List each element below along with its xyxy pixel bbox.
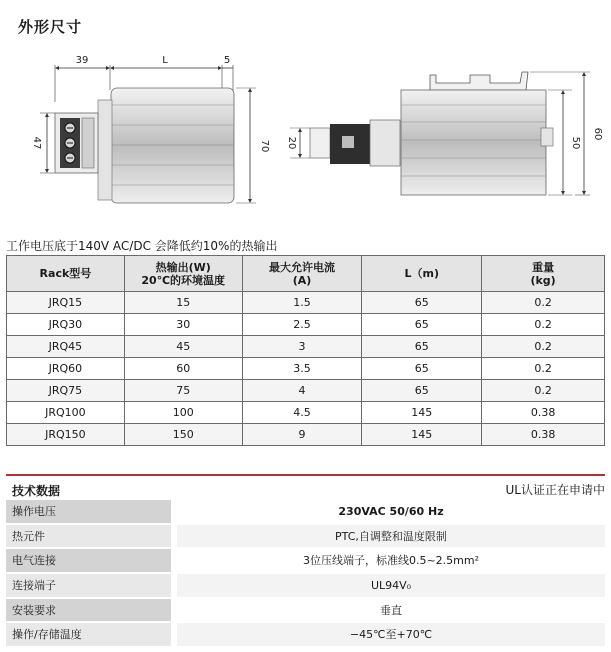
cell-length: 65 xyxy=(362,292,482,314)
header-length: L（m) xyxy=(362,256,482,292)
cell-length: 65 xyxy=(362,314,482,336)
tech-row-value: 垂直 xyxy=(177,599,605,624)
dim-l-label: L xyxy=(162,55,168,66)
tech-row-label: 操作/存储温度 xyxy=(6,623,171,648)
cell-max-current: 4.5 xyxy=(242,402,362,424)
tech-data-rows xyxy=(6,500,605,648)
cell-weight: 0.2 xyxy=(482,380,605,402)
header-max-current: 最大允许电流 (A) xyxy=(242,256,362,292)
tech-row xyxy=(6,574,605,599)
dim-20-label: 20 xyxy=(286,136,297,150)
tech-row-value: −45℃至+70℃ xyxy=(177,623,605,648)
cell-weight: 0.2 xyxy=(482,314,605,336)
tech-row xyxy=(6,599,605,624)
cell-weight: 0.2 xyxy=(482,292,605,314)
dim-60-label: 60 xyxy=(592,127,603,141)
voltage-note: 工作电压底于140V AC/DC 会降低约10%的热输出 xyxy=(6,239,278,253)
cell-max-current: 3.5 xyxy=(242,358,362,380)
cell-heat-output: 150 xyxy=(124,424,242,446)
cell-weight: 0.2 xyxy=(482,358,605,380)
tech-row-label: 连接端子 xyxy=(6,574,171,599)
dim-47-label: 47 xyxy=(31,136,42,150)
tech-row xyxy=(6,549,605,574)
cell-length: 65 xyxy=(362,380,482,402)
header-weight: 重量 (kg) xyxy=(482,256,605,292)
tech-row-label: 安装要求 xyxy=(6,599,171,624)
cell-length: 65 xyxy=(362,358,482,380)
dimension-drawing xyxy=(0,50,611,235)
table-row xyxy=(7,402,605,424)
tech-row-value: 230VAC 50/60 Hz xyxy=(177,500,605,525)
cell-max-current: 2.5 xyxy=(242,314,362,336)
dim-70-label: 70 xyxy=(259,139,270,153)
cell-model: JRQ15 xyxy=(7,292,125,314)
cell-weight: 0.2 xyxy=(482,336,605,358)
cell-heat-output: 45 xyxy=(124,336,242,358)
front-view xyxy=(31,55,270,203)
cell-heat-output: 15 xyxy=(124,292,242,314)
header-model: Rack型号 xyxy=(7,256,125,292)
tech-row xyxy=(6,623,605,648)
tech-data-title: 技术数据 xyxy=(12,484,61,498)
cell-heat-output: 30 xyxy=(124,314,242,336)
cell-model: JRQ75 xyxy=(7,380,125,402)
table-row xyxy=(7,336,605,358)
cell-model: JRQ150 xyxy=(7,424,125,446)
cell-max-current: 4 xyxy=(242,380,362,402)
header-heat-output: 热输出(W) 20℃的环境温度 xyxy=(124,256,242,292)
cell-max-current: 9 xyxy=(242,424,362,446)
cell-length: 145 xyxy=(362,402,482,424)
cell-heat-output: 100 xyxy=(124,402,242,424)
model-spec-table xyxy=(6,255,605,446)
cell-model: JRQ60 xyxy=(7,358,125,380)
cell-length: 145 xyxy=(362,424,482,446)
tech-row-value: UL94V₀ xyxy=(177,574,605,599)
tech-row-value: PTC,自调整和温度限制 xyxy=(177,525,605,550)
cell-weight: 0.38 xyxy=(482,424,605,446)
table-row xyxy=(7,358,605,380)
tech-row-label: 操作电压 xyxy=(6,500,171,525)
tech-data-section xyxy=(6,474,605,648)
cell-heat-output: 75 xyxy=(124,380,242,402)
table-row xyxy=(7,380,605,402)
tech-row xyxy=(6,500,605,525)
table-row xyxy=(7,314,605,336)
cell-length: 65 xyxy=(362,336,482,358)
section-title: 外形尺寸 xyxy=(18,18,83,36)
table-header-row xyxy=(7,256,605,292)
cell-model: JRQ30 xyxy=(7,314,125,336)
cell-heat-output: 60 xyxy=(124,358,242,380)
dim-50-label: 50 xyxy=(570,136,581,150)
dim-5-label: 5 xyxy=(223,55,231,66)
table-row xyxy=(7,292,605,314)
tech-row-label: 电气连接 xyxy=(6,549,171,574)
cell-weight: 0.38 xyxy=(482,402,605,424)
table-row xyxy=(7,424,605,446)
dim-39-label: 39 xyxy=(75,55,89,66)
tech-row xyxy=(6,525,605,550)
side-view xyxy=(286,72,603,195)
tech-row-value: 3位压线端子，标准线0.5~2.5mm² xyxy=(177,549,605,574)
ul-certification-note: UL认证正在申请中 xyxy=(505,483,605,497)
cell-model: JRQ100 xyxy=(7,402,125,424)
cell-max-current: 1.5 xyxy=(242,292,362,314)
tech-row-label: 热元件 xyxy=(6,525,171,550)
cell-max-current: 3 xyxy=(242,336,362,358)
cell-model: JRQ45 xyxy=(7,336,125,358)
tech-data-header xyxy=(6,474,605,500)
